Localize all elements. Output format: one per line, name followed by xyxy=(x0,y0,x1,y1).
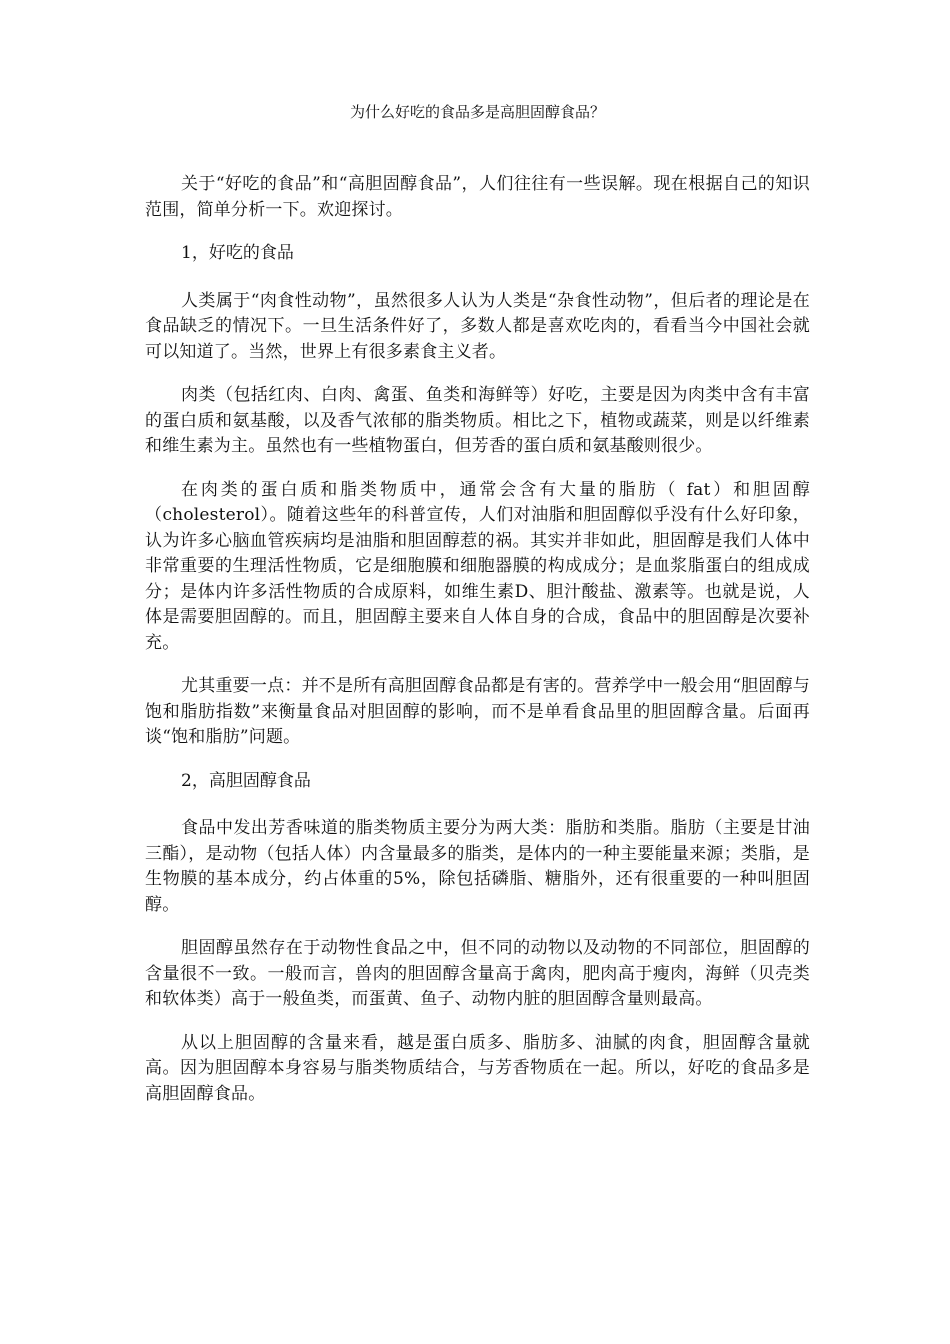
section-2-paragraph-2: 胆固醇虽然存在于动物性食品之中，但不同的动物以及动物的不同部位，胆固醇的含量很不一致。一般而言，兽肉的胆固醇含量高于禽肉，肥肉高于瘦肉，海鲜（贝壳类和软体类）高于一般鱼类，而蛋黄、鱼子、动物内脏的胆固醇含量则最高。 xyxy=(145,938,810,1009)
document-title: 为什么好吃的食品多是高胆固醇食品？ xyxy=(349,103,605,121)
section-1-paragraph-4: 尤其重要一点：并不是所有高胆固醇食品都是有害的。营养学中一般会用“胆固醇与饱和脂肪指数”来衡量食品对胆固醇的影响，而不是单看食品里的胆固醇含量。后面再谈“饱和脂肪”问题。 xyxy=(145,676,810,747)
section-1-paragraph-1: 人类属于“肉食性动物”，虽然很多人认为人类是“杂食性动物”，但后者的理论是在食品缺乏的情况下。一旦生活条件好了，多数人都是喜欢吃肉的，看看当今中国社会就可以知道了。当然，世界上有很多素食主义者。 xyxy=(145,290,810,362)
section-1-paragraph-3: 在肉类的蛋白质和脂类物质中，通常会含有大量的脂肪（ fat）和胆固醇（cholesterol）。随着这些年的科普宣传，人们对油脂和胆固醇似乎没有什么好印象，认为许多心脑血管疾病均是油脂和胆固醇惹的祸。其实并非如此，胆固醇是我们人体中非常重要的生理活性物质，它是细胞膜和细胞器膜的构成成分；是血浆脂蛋白的组成成分；是体内许多活性物质的合成原料，如维生素D、胆汁酸盐、激素等。也就是说，人体是需要胆固醇的。而且，胆固醇主要来自人体自身的合成，食品中的胆固醇是次要补充。 xyxy=(145,479,810,653)
section-2-paragraph-3: 从以上胆固醇的含量来看，越是蛋白质多、脂肪多、油腻的肉食，胆固醇含量就高。因为胆固醇本身容易与脂类物质结合，与芳香物质在一起。所以，好吃的食品多是高胆固醇食品。 xyxy=(145,1032,810,1104)
section-1-heading: 1，好吃的食品 xyxy=(181,243,294,263)
section-1-paragraph-2: 肉类（包括红肉、白肉、禽蛋、鱼类和海鲜等）好吃，主要是因为肉类中含有丰富的蛋白质和氨基酸，以及香气浓郁的脂类物质。相比之下，植物或蔬菜，则是以纤维素和维生素为主。虽然也有一些植物蛋白，但芳香的蛋白质和氨基酸则很少。 xyxy=(145,385,810,456)
document-page xyxy=(145,90,810,1125)
section-2-paragraph-1: 食品中发出芳香味道的脂类物质主要分为两大类：脂肪和类脂。脂肪（主要是甘油三酯），是动物（包括人体）内含量最多的脂类，是体内的一种主要能量来源；类脂，是生物膜的基本成分，约占体重的5%，除包括磷脂、糖脂外，还有很重要的一种叫胆固醇。 xyxy=(145,818,810,915)
section-2-heading: 2，高胆固醇食品 xyxy=(181,770,311,791)
intro-paragraph: 关于“好吃的食品”和“高胆固醇食品”，人们往往有一些误解。现在根据自己的知识范围，简单分析一下。欢迎探讨。 xyxy=(145,174,810,220)
